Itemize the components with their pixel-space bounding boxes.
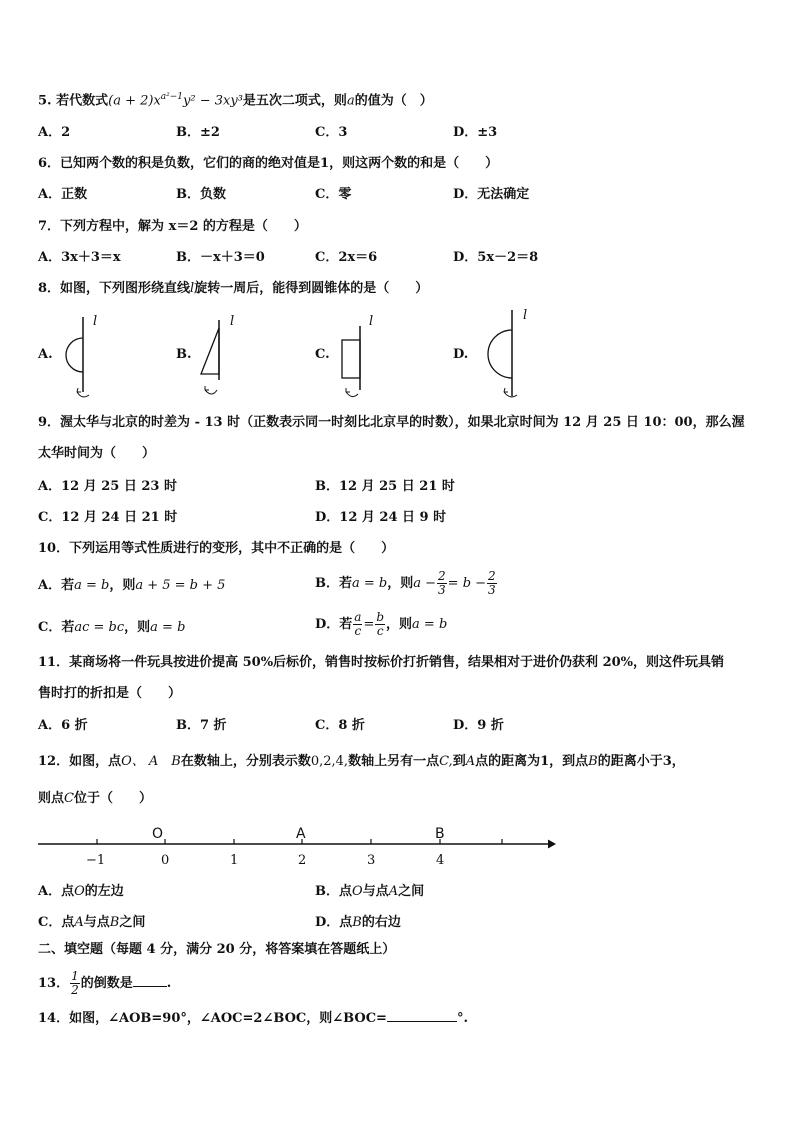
q7-stem: 7．下列方程中，解为 x＝2 的方程是（ ） [38, 219, 307, 234]
fraction: $\frac{b}{c}$ [376, 610, 385, 638]
q6-option-a[interactable]: A．正数 [38, 187, 88, 202]
q9-stem-line1: 9．渥太华与北京的时差为 - 13 时（正数表示同一时刻比北京早的时数），如果北京时间为 12 月 25 日 10：00，那么渥 [38, 415, 745, 430]
q8-figure-b[interactable] [195, 312, 245, 402]
q12-option-c[interactable]: C．点A与点B之间 [38, 915, 146, 930]
q8-stem [38, 280, 428, 298]
rotation-arrow-icon [77, 392, 89, 397]
triangle-shape [201, 328, 219, 374]
q6-option-c[interactable]: C．零 [315, 187, 352, 202]
q5-expr-exp: a²−1 [160, 92, 184, 102]
q5-expr-rest: y² − 3xy³ [183, 93, 243, 109]
q7-option-c[interactable]: C．2x＝6 [315, 250, 378, 265]
q8-axis-label-b: l [230, 314, 235, 329]
q11-stem-line2: 售时打的折扣是（ ） [38, 686, 182, 701]
q10-option-b[interactable]: B．若a = b，则a − $\frac{2}{3}$ = b − $\frac{2}{3}$ [315, 569, 496, 597]
q11-option-b[interactable]: B．7 折 [176, 718, 227, 733]
q8-option-c-label[interactable]: C. [315, 347, 330, 362]
q8-figure-d[interactable] [470, 306, 530, 402]
q5-var: a [346, 93, 355, 109]
q9-option-b[interactable]: B．12 月 25 日 21 时 [315, 479, 455, 494]
rotation-arrow-icon [346, 392, 358, 397]
tick-label: 0 [161, 853, 170, 868]
tick-label: 4 [436, 853, 445, 868]
q6-stem: 6．已知两个数的积是负数，它们的商的绝对值是1，则这两个数的和是（ ） [38, 156, 499, 171]
q11-option-c[interactable]: C．8 折 [315, 718, 365, 733]
q8-text-pre: 8．如图，下列图形绕直线 [38, 281, 191, 296]
fraction: $\frac{a}{c}$ [354, 610, 362, 638]
axis-point-b: B [435, 826, 445, 842]
q8-axis-label-c: l [369, 314, 374, 329]
q12-option-d[interactable]: D．点B的右边 [315, 915, 401, 930]
fraction: $\frac{2}{3}$ [488, 569, 496, 597]
q5-pre: 若代数式 [56, 93, 109, 109]
q5-expr-x: x [153, 93, 161, 109]
q8-axis-label-a: l [93, 314, 98, 329]
q11-stem-line1: 11．某商场将一件玩具按进价提高 50%后标价，销售时按标价打折销售，结果相对于进价仍获利 20%，则这件玩具销 [38, 655, 725, 670]
q13-stem: 13． $\frac{1}{2}$ 的倒数是 . [38, 969, 172, 997]
q5-end: 的值为（ ） [354, 93, 433, 109]
arrow-right-icon [548, 840, 555, 848]
semicircle-shape [488, 330, 512, 378]
q5-number: 5. [38, 93, 52, 109]
q9-option-a[interactable]: A．12 月 25 日 23 时 [38, 479, 177, 494]
tick-label: 2 [298, 853, 307, 868]
q12-option-a[interactable]: A．点O的左边 [38, 884, 124, 899]
tick-label: 3 [367, 853, 376, 868]
q11-option-a[interactable]: A．6 折 [38, 718, 88, 733]
q10-option-a[interactable]: A．若a = b，则a + 5 = b + 5 [38, 578, 226, 593]
q10-option-c[interactable]: C．若ac = bc，则a = b [38, 620, 186, 635]
axis-point-a: A [296, 826, 306, 842]
q14-stem: 14．如图，∠AOB=90°，∠AOC=2∠BOC，则∠BOC= °. [38, 1011, 468, 1026]
q8-axis-label-d: l [523, 308, 528, 323]
q10-stem: 10．下列运用等式性质进行的变形，其中不正确的是（ ） [38, 541, 395, 556]
q5-expr-a: (a + 2) [108, 93, 154, 109]
q8-option-d-label[interactable]: D. [453, 347, 469, 362]
fraction: $\frac{1}{2}$ [71, 969, 79, 997]
q8-var: l [190, 281, 195, 296]
q7-option-a[interactable]: A．3x＋3＝x [38, 250, 121, 265]
q12-stem-line2: 则点C位于（ ） [38, 791, 152, 806]
q9-stem-line2: 太华时间为（ ） [38, 446, 156, 461]
semicircle-shape [66, 338, 83, 372]
q9-option-c[interactable]: C．12 月 24 日 21 时 [38, 510, 178, 525]
q6-option-b[interactable]: B．负数 [176, 187, 226, 202]
q5-option-c[interactable]: C．3 [315, 125, 348, 140]
q8-option-b-label[interactable]: B. [176, 347, 192, 362]
q12-option-b[interactable]: B．点O与点A之间 [315, 884, 425, 899]
axis-point-o: O [152, 826, 164, 842]
q5-stem [38, 88, 433, 110]
fraction: $\frac{2}{3}$ [438, 569, 446, 597]
q8-option-a-label[interactable]: A. [38, 347, 53, 362]
rectangle-shape [342, 340, 360, 378]
section-2-heading: 二、填空题（每题 4 分，满分 20 分，将答案填在答题纸上） [38, 942, 396, 957]
q5-option-d[interactable]: D．±3 [453, 125, 498, 140]
q5-option-b[interactable]: B．±2 [176, 125, 220, 140]
q7-option-d[interactable]: D．5x－2＝8 [453, 250, 539, 265]
q7-option-b[interactable]: B．－x＋3＝0 [176, 250, 265, 265]
answer-blank[interactable] [133, 986, 167, 987]
q11-option-d[interactable]: D．9 折 [453, 718, 504, 733]
q5-option-a[interactable]: A．2 [38, 125, 71, 140]
tick-label: −1 [86, 853, 106, 868]
q10-option-d[interactable]: D．若 $\frac{a}{c}$ = $\frac{b}{c}$ ，则a = b [315, 610, 448, 638]
q8-figure-a[interactable] [55, 312, 105, 402]
tick-label: 1 [230, 853, 239, 868]
rotation-arrow-icon [205, 390, 217, 394]
q6-option-d[interactable]: D．无法确定 [453, 187, 530, 202]
q8-figure-c[interactable] [332, 312, 382, 402]
answer-blank[interactable] [387, 1021, 457, 1022]
q5-post: 是五次二项式，则 [242, 93, 347, 109]
q8-text-post: 旋转一周后，能得到圆锥体的是（ ） [194, 281, 429, 296]
rotation-arrow-icon [504, 392, 517, 397]
q9-option-d[interactable]: D．12 月 24 日 9 时 [315, 510, 447, 525]
q12-stem-line1: 12．如图，点O、 A B在数轴上，分别表示数0,2,4,数轴上另有一点C,到A点的距离为1，到点B的距离小于3， [38, 754, 685, 769]
